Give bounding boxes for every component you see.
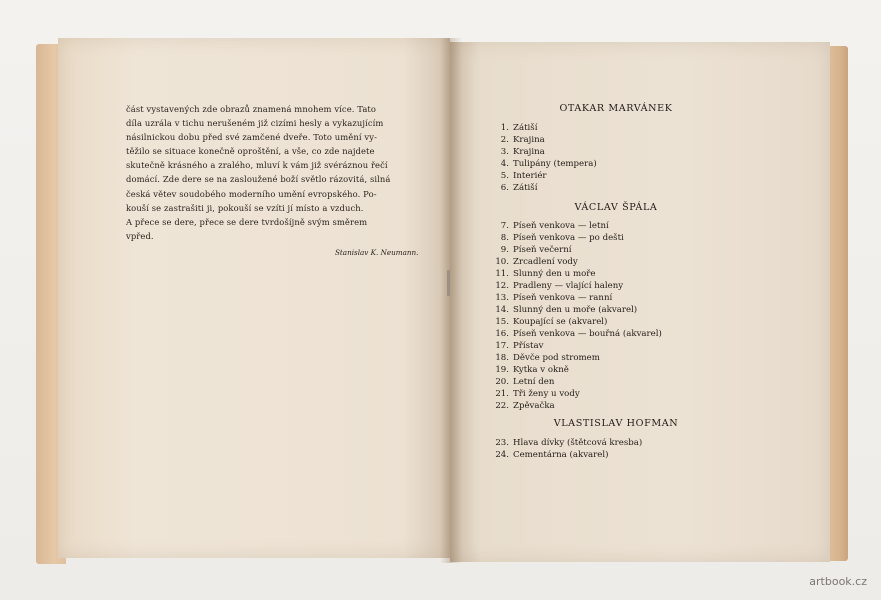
list-item: 5. Interiér bbox=[500, 171, 547, 181]
list-item: 15. Koupající se (akvarel) bbox=[495, 317, 608, 327]
staple bbox=[447, 270, 450, 296]
list-item: 18. Děvče pod stromem bbox=[495, 353, 600, 363]
list-item: 9. Píseň večerní bbox=[500, 245, 572, 255]
list-item: 17. Přístav bbox=[495, 341, 544, 351]
artwork-list-marvanek bbox=[492, 122, 597, 194]
left-page-paragraph bbox=[126, 102, 426, 243]
list-item: 14. Slunný den u moře (akvarel) bbox=[495, 305, 638, 315]
list-item: 12. Pradleny — vlající haleny bbox=[495, 281, 624, 291]
text-line: kouší se zastrašiti ji, pokouší se vzíti jí místo a vzduch. bbox=[126, 202, 364, 213]
list-item: 2. Krajina bbox=[500, 135, 545, 145]
artist-heading-spala: VÁCLAV ŠPÁLA bbox=[574, 202, 658, 213]
list-item: 24. Cementárna (akvarel) bbox=[495, 450, 609, 460]
artwork-list-hofman bbox=[492, 437, 642, 461]
list-item: 22. Zpěvačka bbox=[495, 401, 555, 411]
artist-heading-hofman: VLASTISLAV HOFMAN bbox=[553, 418, 679, 429]
text-line: část vystavených zde obrazů znamená mnohem více. Tato bbox=[126, 104, 377, 114]
list-item: 11. Slunný den u moře bbox=[495, 269, 596, 279]
watermark: artbook.cz bbox=[809, 575, 867, 588]
author-signature: Stanislav K. Neumann. bbox=[335, 248, 419, 257]
list-item: 7. Píseň venkova — letní bbox=[500, 221, 609, 231]
list-item: 8. Píseň venkova — po dešti bbox=[500, 233, 624, 243]
list-item: 10. Zrcadlení vody bbox=[495, 257, 578, 267]
text-line: domácí. Zde dere se na zasloužené boží světlo rázovitá, silná bbox=[126, 174, 391, 185]
artwork-list-spala bbox=[492, 220, 662, 412]
list-item: 1. Zátiší bbox=[500, 123, 538, 133]
list-item: 13. Píseň venkova — ranní bbox=[495, 293, 613, 303]
text-line: těžilo se situace konečně oproštění, a vše, co zde najdete bbox=[126, 146, 375, 157]
list-item: 4. Tulipány (tempera) bbox=[500, 159, 597, 169]
book-gutter bbox=[440, 38, 462, 563]
text-line: skutečně krásného a zralého, mluví k vám již svéráznou řečí bbox=[126, 160, 388, 171]
text-line: vpřed. bbox=[126, 230, 154, 241]
list-item: 16. Píseň venkova — bouřná (akvarel) bbox=[495, 329, 662, 339]
list-item: 3. Krajina bbox=[500, 147, 545, 157]
list-item: 19. Kytka v okně bbox=[495, 365, 569, 375]
list-item: 20. Letní den bbox=[495, 377, 555, 387]
text-line: A přece se dere, přece se dere tvrdošíjně svým směrem bbox=[126, 216, 368, 227]
list-item: 23. Hlava dívky (štětcová kresba) bbox=[495, 438, 643, 448]
text-line: česká větev soudobého moderního umění evropského. Po- bbox=[126, 188, 377, 199]
list-item: 6. Zátiší bbox=[500, 183, 538, 193]
text-line: násilnickou dobu před své zamčené dveře. Toto umění vy- bbox=[126, 132, 377, 143]
artist-heading-marvanek: OTAKAR MARVÁNEK bbox=[559, 103, 673, 114]
text-line: díla uzrála v tichu nerušeném již cizími hesly a vykazujícím bbox=[126, 118, 384, 129]
list-item: 21. Tři ženy u vody bbox=[495, 389, 580, 399]
